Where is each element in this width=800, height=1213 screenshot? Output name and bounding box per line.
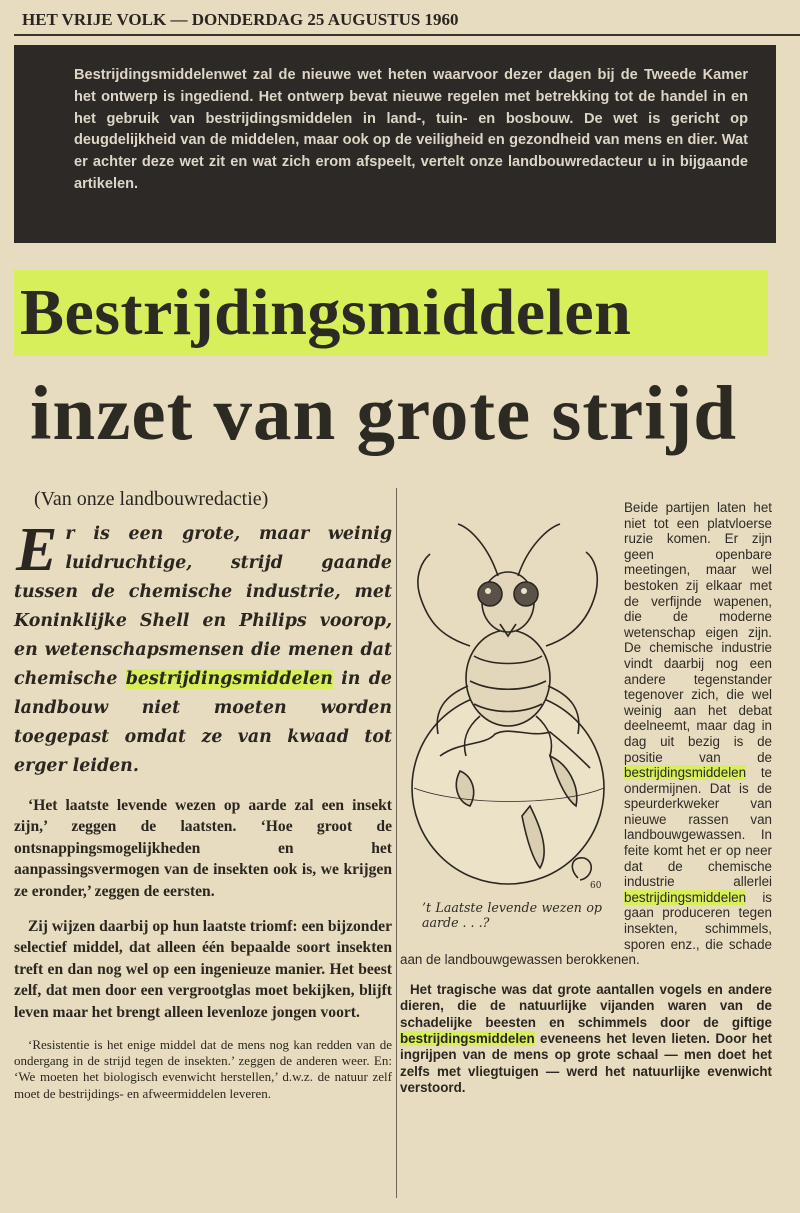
dropcap: E xyxy=(16,516,58,584)
lead-text-after: in de landbouw niet moeten worden toegepast omdat ze van kwaad tot erger leiden. xyxy=(14,669,392,776)
column-divider xyxy=(396,488,397,1198)
headline-line2: inzet van grote strijd xyxy=(30,370,738,456)
illustration-signature: 60 xyxy=(590,881,602,891)
right-text-before: Beide partijen laten het niet tot een platvloerse ruzie komen. Er zijn geen openbare meetingen, maar wel bestoken zij elkaar met de verfijnde wapenen, die de moderne wetenschap eigen zijn. De chemische industrie vindt daarbij nog een andere tegenstander tegenover zich, die wel weinig aan het debat deelneemt, maar dag in dag uit bezig is de positie van de xyxy=(624,500,772,765)
right-column xyxy=(400,500,772,1097)
lead-highlight: bestrijdingsmiddelen xyxy=(125,669,333,689)
intro-text: Bestrijdingsmiddelenwet zal de nieuwe wet heten waarvoor dezer dagen bij de Tweede Kamer het ontwerp is ingediend. Het ontwerp bevat nieuwe regelen met betrekking tot de handel in en het gebruik van bestrijdingsmiddelen in land-, tuin- en bosbouw. De wet is gericht op deugdelijkheid van de middelen, maar ook op de veiligheid en gezondheid van mens en dier. Wat er achter deze wet zit en wat zich erom afspeelt, vertelt onze landbouwredacteur u in bijgaande artikelen. xyxy=(74,67,748,192)
right-highlight-2: bestrijdingsmiddelen xyxy=(624,889,747,905)
lead-text-before: r is een grote, maar weinig luidruchtige, strijd gaande tussen de chemische industrie, met Koninklijke Shell en Philips voorop, en wetenschapsmensen die menen dat chemische xyxy=(14,524,392,689)
insect-on-globe-drawing xyxy=(400,506,614,896)
right-paragraph-2 xyxy=(400,982,772,1097)
byline: (Van onze landbouwredactie) xyxy=(34,488,269,510)
illustration-caption: ’t Laatste levende wezen op aarde . . .? xyxy=(422,900,602,930)
right-text-mid: te ondermijnen. Dat is de speurderkweker van nieuwe rassen van landbouwgewassen. In feite komt het er op neer dat de chemische industrie allerlei xyxy=(624,765,772,890)
right-paragraph-1 xyxy=(400,500,772,968)
intro-box xyxy=(14,45,776,243)
right-p2-before: Het tragische was dat grote aantallen vogels en andere dieren, die de natuurlijke vijanden waren van de schadelijke beesten en schimmels door de giftige xyxy=(400,981,772,1030)
body-paragraph: Zij wijzen daarbij op hun laatste triomf: een bijzonder selectief middel, dat alleen één bepaalde soort insekten treft en dan nog wel op een ingenieuze manier. Het beest zelf, dat men door een vergrootglas moet bekijken, blijft leven maar het brengt alleen levenloze jongen voort. xyxy=(14,918,392,1021)
left-column xyxy=(14,486,392,1102)
right-highlight-3: bestrijdingsmiddelen xyxy=(400,1031,535,1047)
right-text-after: is gaan produceren tegen insekten, schimmels, sporen enz., die schade aan de landbouwgewassen berokkenen. xyxy=(400,889,772,968)
right-highlight-1: bestrijdingsmiddelen xyxy=(624,765,747,781)
small-paragraph: ‘Resistentie is het enige middel dat de mens nog kan redden van de ondergang in de strijd tegen de insekten.’ zeggen de anderen weer. En: ‘We moeten het biologisch evenwicht herstellen,’ d.w.z. de natuur zelf moet de bestrijdings- en afweermiddelen leveren. xyxy=(14,1037,392,1101)
right-p2-after: eveneens het leven lieten. Door het ingrijpen van de mens op grote schaal — men doet het zelfs met vliegtuigen — werd het natuurlijke evenwicht verstoord. xyxy=(400,1031,772,1096)
insect-globe-illustration xyxy=(400,506,614,936)
body-paragraph: ‘Het laatste levende wezen op aarde zal een insekt zijn,’ zeggen de laatsten. ‘Hoe groot de ontsnappingsmogelijkheden en het aanpassingsvermogen van de insekten ook is, we krijgen ze eronder,’ zeggen de eersten. xyxy=(14,797,392,900)
lead-paragraph xyxy=(14,516,392,781)
masthead: HET VRIJE VOLK — DONDERDAG 25 AUGUSTUS 1960 xyxy=(22,10,459,29)
headline-line1: Bestrijdingsmiddelen xyxy=(20,276,632,349)
headline-line1-highlight xyxy=(14,270,768,356)
masthead-rule xyxy=(14,34,800,36)
